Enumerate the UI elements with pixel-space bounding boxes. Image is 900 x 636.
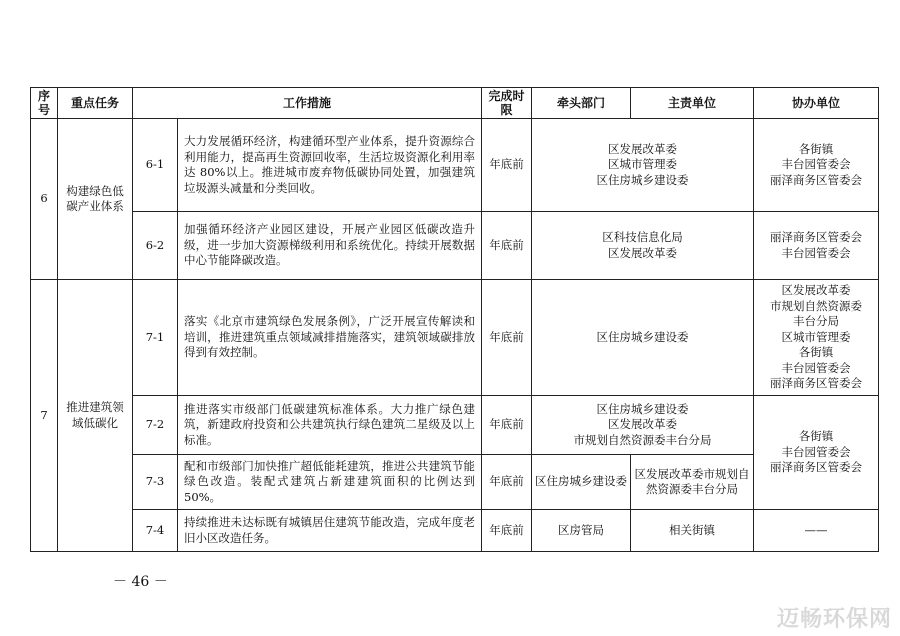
assist-unit-line: 市规划自然资源委	[770, 298, 863, 313]
header-assist-unit: 协办单位	[754, 88, 879, 119]
assist-unit-line: 丽泽商务区管委会	[770, 460, 863, 475]
seq-cell: 7	[31, 280, 58, 552]
table-row	[31, 212, 879, 280]
assist-unit-cell	[754, 119, 879, 212]
deadline-cell: 年底前	[482, 280, 532, 396]
header-seq: 序号	[31, 88, 58, 119]
table-row	[31, 280, 879, 396]
deadline-cell: 年底前	[482, 455, 532, 510]
assist-unit-line: 丰台园管委会	[781, 245, 851, 260]
assist-unit-line: 丽泽商务区管委会	[770, 172, 863, 187]
header-task: 重点任务	[58, 88, 133, 119]
measure-text: 配和市级部门加快推广超低能耗建筑，推进公共建筑节能绿色改造。装配式建筑占新建建筑面积的比例达到 50%。	[178, 455, 482, 510]
measure-text: 落实《北京市建筑绿色发展条例》，广泛开展宣传解读和培训，推进建筑重点领域减排措施落实，建筑领域碳排放得到有效控制。	[178, 280, 482, 396]
deadline-cell: 年底前	[482, 212, 532, 280]
assist-unit-cell: ——	[754, 510, 879, 552]
lead-dept-cell	[532, 212, 754, 280]
lead-dept-cell: 区房管局	[532, 510, 631, 552]
assist-unit-cell	[754, 280, 879, 396]
lead-dept-line: 区科技信息化局	[602, 230, 683, 244]
lead-dept-cell: 区住房城乡建设委	[532, 280, 754, 396]
measure-text: 持续推进未达标既有城镇居住建筑节能改造，完成年度老旧小区改造任务。	[178, 510, 482, 552]
task-table	[30, 87, 879, 552]
measure-text: 大力发展循环经济，构建循环型产业体系，提升资源综合利用能力，提高再生资源回收率，生活垃圾资源化利用率达 80%以上。推进城市废弃物低碳协同处置，加强建筑垃圾源头减量和分类回收。	[178, 119, 482, 212]
assist-unit-line: 各街镇	[798, 141, 834, 156]
deadline-cell: 年底前	[482, 396, 532, 455]
deadline-cell: 年底前	[482, 510, 532, 552]
header-main-unit: 主责单位	[631, 88, 754, 119]
table-row	[31, 455, 879, 510]
assist-unit-line: 区城市管理委	[781, 329, 851, 344]
measure-id: 7-2	[133, 396, 178, 455]
main-unit-cell: 区发展改革委市规划自然资源委丰台分局	[631, 455, 754, 510]
assist-unit-cell	[754, 396, 879, 510]
header-deadline: 完成时限	[482, 88, 532, 119]
seq-cell: 6	[31, 119, 58, 280]
assist-unit-line: 各街镇	[798, 345, 834, 360]
measure-id: 7-4	[133, 510, 178, 552]
lead-dept-line: 市规划自然资源委丰台分局	[573, 432, 712, 447]
main-unit-cell: 相关街镇	[631, 510, 754, 552]
table-row	[31, 396, 879, 455]
assist-unit-line: 丰台园管委会	[781, 444, 851, 459]
lead-dept-line: 区住房城乡建设委	[596, 172, 689, 187]
measure-id: 6-1	[133, 119, 178, 212]
measure-id: 6-2	[133, 212, 178, 280]
assist-unit-line: 丽泽商务区管委会	[770, 230, 863, 244]
page-number: － 46 －	[113, 574, 168, 590]
header-lead-dept: 牵头部门	[532, 88, 631, 119]
task-cell: 构建绿色低碳产业体系	[58, 119, 133, 280]
header-measures: 工作措施	[133, 88, 482, 119]
measure-text: 推进落实市级部门低碳建筑标准体系。大力推广绿色建筑，新建政府投资和公共建筑执行绿色建筑二星级及以上标准。	[178, 396, 482, 455]
header-row	[31, 88, 879, 119]
table-row	[31, 119, 879, 212]
deadline-cell: 年底前	[482, 119, 532, 212]
assist-unit-line: 区发展改革委	[781, 283, 851, 298]
lead-dept-cell: 区住房城乡建设委	[532, 455, 631, 510]
assist-unit-cell	[754, 212, 879, 280]
measure-text: 加强循环经济产业园区建设，开展产业园区低碳改造升级，进一步加大资源梯级利用和系统优化。持续开展数据中心节能降碳改造。	[178, 212, 482, 280]
lead-dept-cell	[532, 396, 754, 455]
assist-unit-line: 丰台分局	[793, 314, 840, 329]
assist-unit-line: 丽泽商务区管委会	[770, 376, 863, 391]
measure-id: 7-1	[133, 280, 178, 396]
watermark: 迈畅环保网	[776, 607, 892, 632]
assist-unit-line: 各街镇	[798, 429, 834, 444]
task-cell: 推进建筑领域低碳化	[58, 280, 133, 552]
lead-dept-line: 区住房城乡建设委	[596, 401, 689, 416]
lead-dept-line: 区城市管理委	[608, 157, 678, 172]
assist-unit-line: 丰台园管委会	[781, 360, 851, 375]
lead-dept-line: 区发展改革委	[608, 245, 678, 260]
lead-dept-line: 区发展改革委	[608, 141, 678, 156]
lead-dept-cell	[532, 119, 754, 212]
measure-id: 7-3	[133, 455, 178, 510]
lead-dept-line: 区发展改革委	[608, 417, 678, 432]
table-row	[31, 510, 879, 552]
assist-unit-line: 丰台园管委会	[781, 157, 851, 172]
